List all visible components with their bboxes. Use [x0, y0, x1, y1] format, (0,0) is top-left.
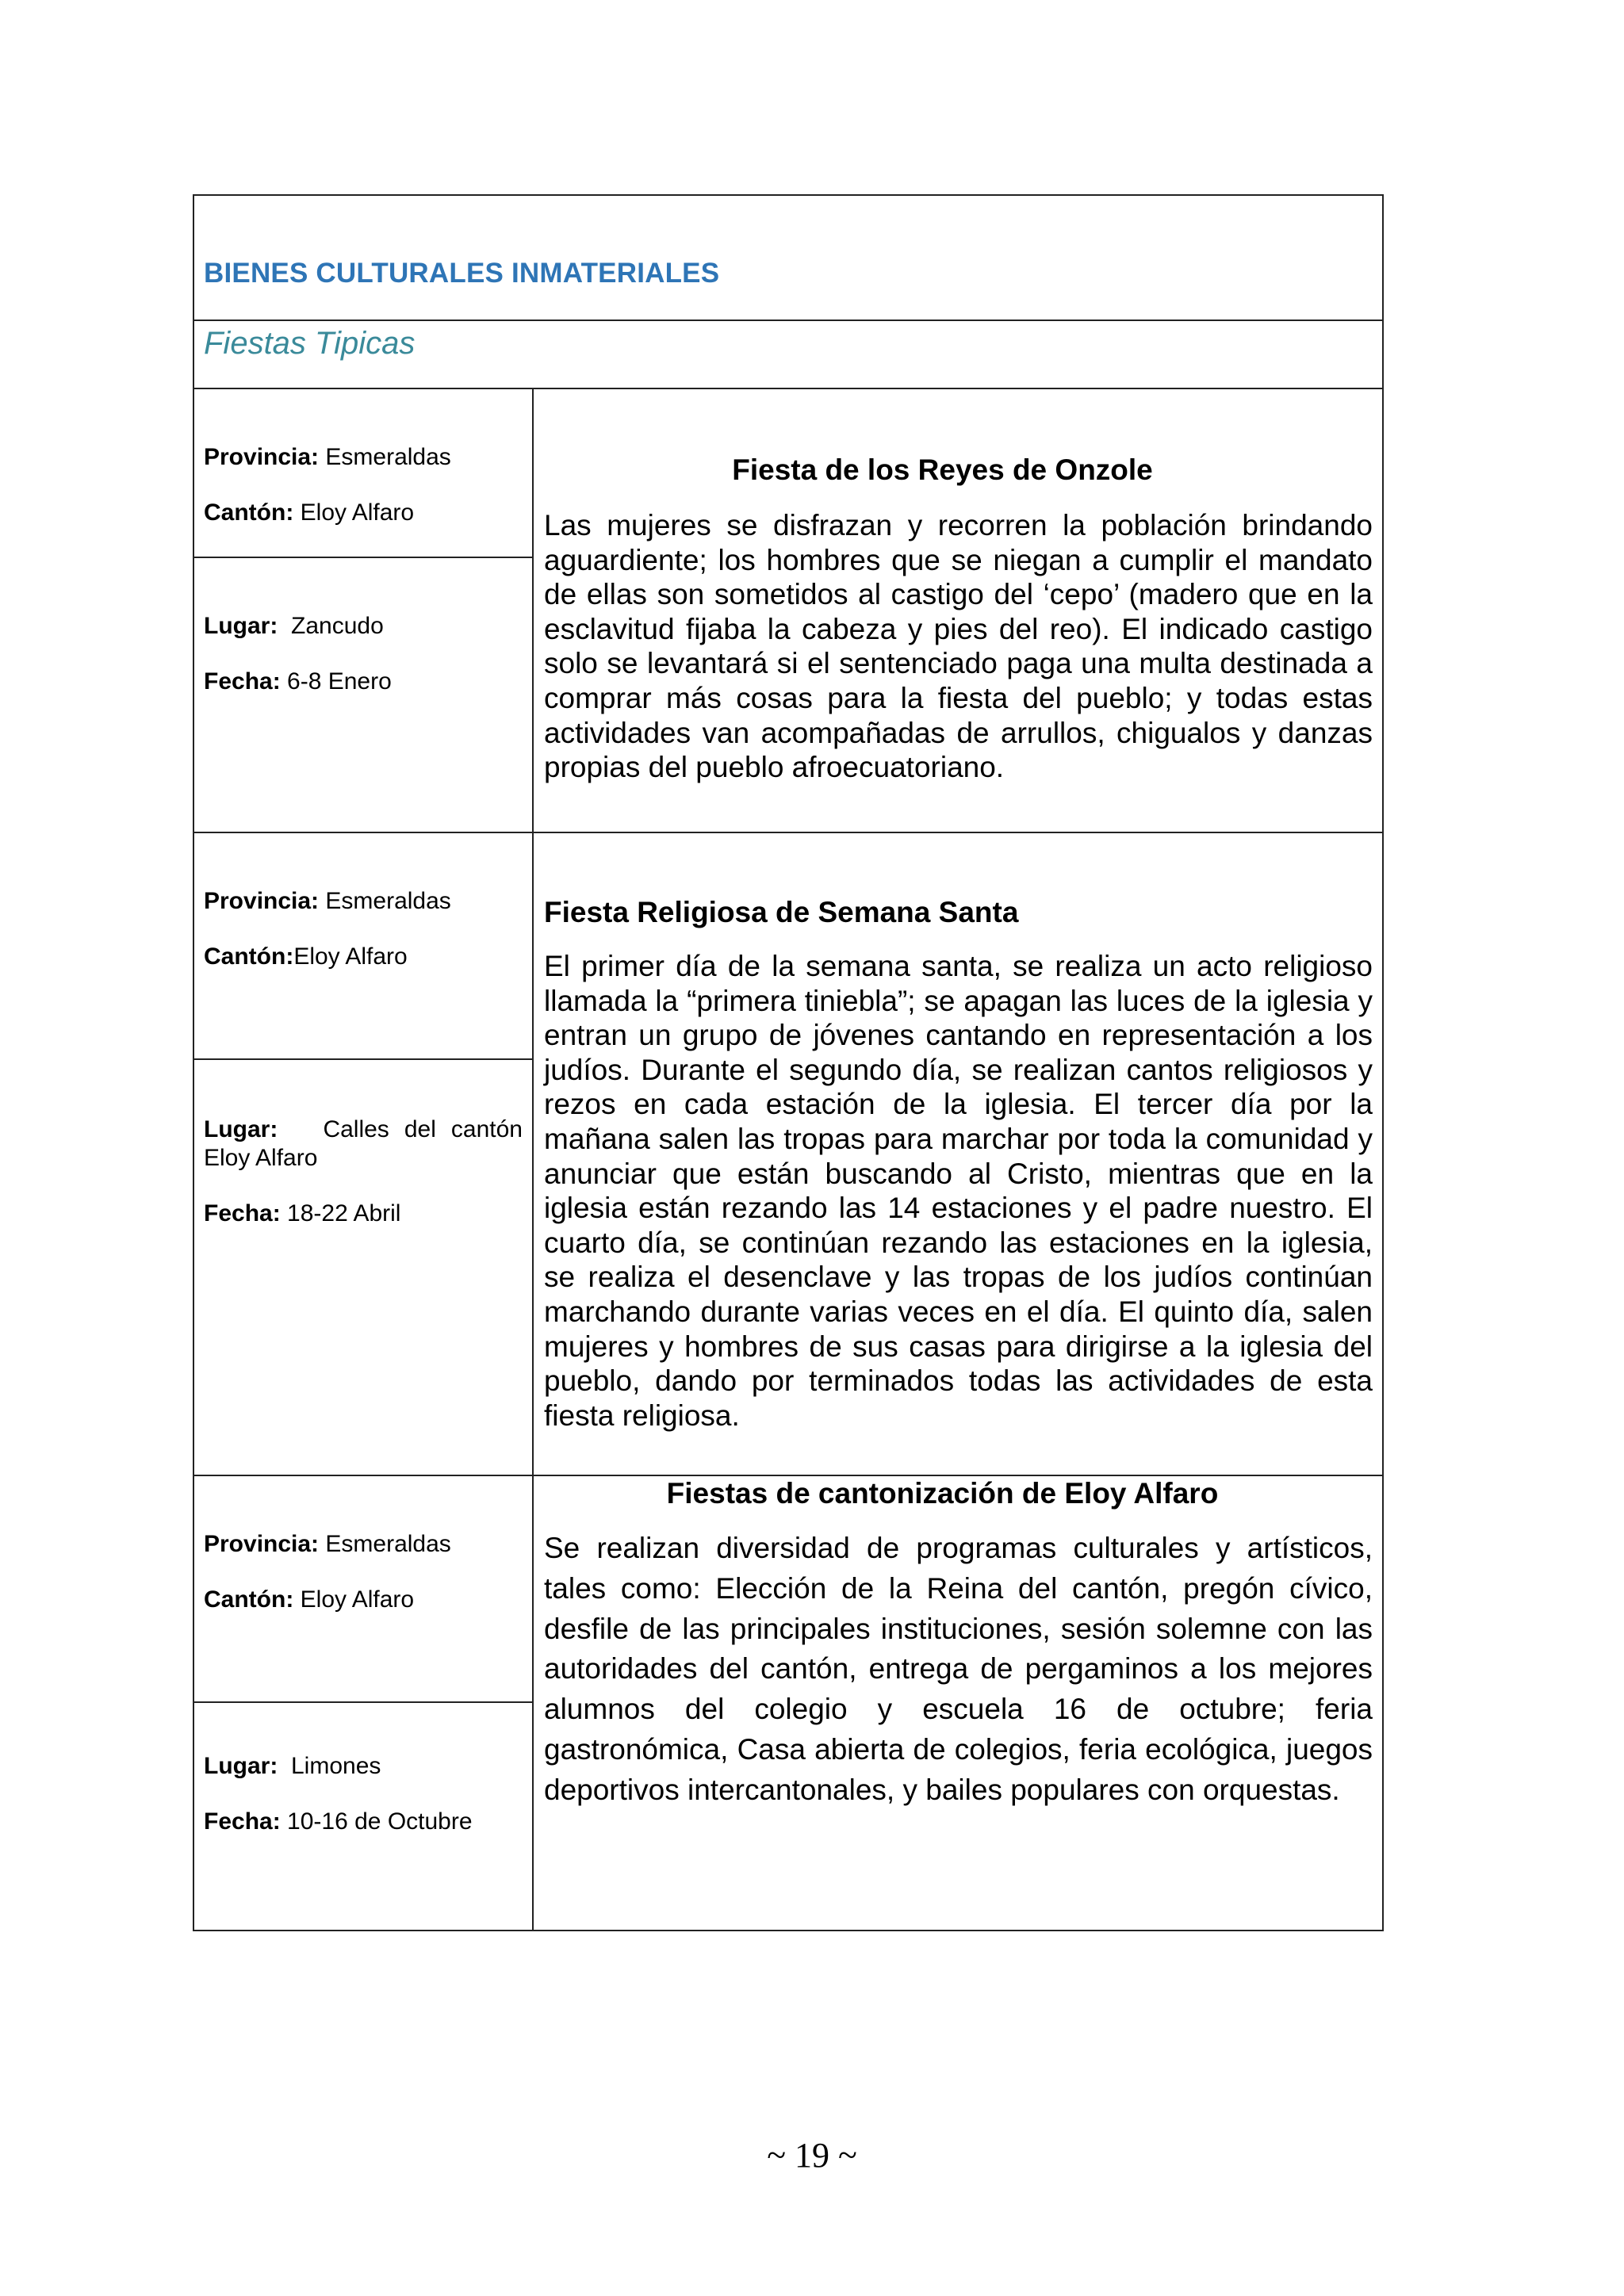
fecha-value: 18-22 Abril [287, 1200, 401, 1226]
fecha-value: 6-8 Enero [287, 668, 392, 695]
festival-title: Fiesta de los Reyes de Onzole [732, 453, 1153, 486]
section-title: BIENES CULTURALES INMATERIALES [204, 258, 720, 289]
canton-label: Cantón: [204, 943, 294, 970]
canton-label: Cantón: [204, 1586, 294, 1613]
provincia-line [204, 443, 523, 472]
lugar-label: Lugar: [204, 613, 278, 639]
entry-content [534, 389, 1382, 832]
provincia-line [204, 1530, 523, 1559]
entry-place-date-cell [194, 558, 532, 832]
entry-content [534, 833, 1382, 1475]
festival-title: Fiesta Religiosa de Semana Santa [544, 896, 1019, 928]
festival-description: Las mujeres se disfrazan y recorren la población brindando aguardiente; los hombres que se niegan a cumplir el mandato de ellas son sometidos al castigo del ‘cepo’ (madero que en la esclavitud fijaba la cabeza y pies del reo). El indicado castigo solo se levantará si el sentenciado paga una multa destinada a comprar más cosas para la fiesta del pueblo; y todas estas actividades van acompañadas de arrullos, chigualos y danzas propias del pueblo afroecuatoriano. [544, 509, 1373, 784]
canton-label: Cantón: [204, 499, 294, 526]
festival-entry-reyes [194, 389, 1382, 833]
provincia-value: Esmeraldas [325, 888, 451, 914]
lugar-line [204, 1115, 523, 1173]
fecha-line [204, 668, 523, 696]
entry-location-cell [194, 389, 532, 558]
entry-place-date-cell [194, 1060, 532, 1475]
festivals-table [193, 194, 1384, 1931]
lugar-label: Lugar: [204, 1753, 278, 1779]
canton-line [204, 499, 523, 527]
provincia-label: Provincia: [204, 444, 320, 470]
fecha-line [204, 1808, 523, 1836]
entry-meta [194, 833, 534, 1475]
provincia-label: Provincia: [204, 888, 320, 914]
entry-meta [194, 1476, 534, 1930]
provincia-line [204, 887, 523, 916]
table-header-row [194, 196, 1382, 321]
lugar-line [204, 1752, 523, 1781]
table-subheader-row [194, 321, 1382, 389]
entry-meta [194, 389, 534, 832]
fecha-label: Fecha: [204, 1808, 281, 1835]
canton-value: Eloy Alfaro [300, 499, 415, 526]
page-number: ~ 19 ~ [767, 2136, 857, 2175]
entry-place-date-cell [194, 1703, 532, 1930]
canton-value: Eloy Alfaro [300, 1586, 415, 1613]
festival-description: Se realizan diversidad de programas culturales y artísticos, tales como: Elección de la Reina del cantón, pregón cívico, desfile de las principales instituciones, sesión solemne con las autoridades del cantón, entrega de pergaminos a los mejores alumnos del colegio y escuela 16 de octubre; feria gastronómica, Casa abierta de colegios, feria ecológica, juegos deportivos intercantonales, y bailes populares con orquestas. [544, 1532, 1373, 1806]
canton-value: Eloy Alfaro [293, 943, 408, 970]
lugar-line [204, 612, 523, 641]
fecha-label: Fecha: [204, 668, 281, 695]
lugar-value: Zancudo [291, 613, 384, 639]
festival-entry-semana-santa [194, 833, 1382, 1476]
lugar-label: Lugar: [204, 1116, 278, 1142]
section-subtitle: Fiestas Tipicas [204, 326, 416, 361]
canton-line [204, 1586, 523, 1614]
festival-title: Fiestas de cantonización de Eloy Alfaro [666, 1477, 1219, 1510]
entry-location-cell [194, 833, 532, 1060]
fecha-line [204, 1200, 523, 1228]
fecha-label: Fecha: [204, 1200, 281, 1226]
lugar-value: Limones [291, 1753, 381, 1779]
entry-location-cell [194, 1476, 532, 1703]
provincia-value: Esmeraldas [325, 444, 451, 470]
fecha-value: 10-16 de Octubre [287, 1808, 473, 1835]
provincia-value: Esmeraldas [325, 1531, 451, 1557]
entry-content [534, 1476, 1382, 1930]
festival-entry-cantonizacion [194, 1476, 1382, 1930]
canton-line [204, 943, 523, 971]
lugar-value: Calles del cantón Eloy Alfaro [204, 1116, 523, 1171]
provincia-label: Provincia: [204, 1531, 320, 1557]
festival-description: El primer día de la semana santa, se realiza un acto religioso llamada la “primera tiniebla”; se apagan las luces de la iglesia y entran un grupo de jóvenes cantando en representación a los judíos. Durante el segundo día, se realizan cantos religiosos y rezos en cada estación de la iglesia. El tercer día por la mañana salen las tropas para marchar por toda la comunidad y anunciar que están buscando al Cristo, mientras que en la iglesia están rezando las 14 estaciones y el padre nuestro. El cuarto día, se continúan rezando las estaciones en la iglesia, se realiza el desenclave y las tropas de los judíos continúan marchando durante varias veces en el día. El quinto día, salen mujeres y hombres de sus casas para dirigirse a la iglesia del pueblo, dando por terminados todas las actividades de esta fiesta religiosa. [544, 950, 1373, 1432]
